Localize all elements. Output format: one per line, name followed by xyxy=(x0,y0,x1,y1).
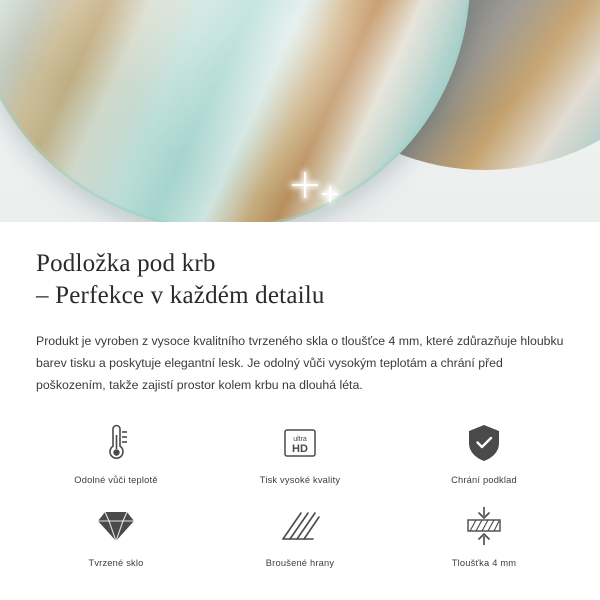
feature-print-quality xyxy=(208,420,392,485)
svg-text:ultra: ultra xyxy=(293,436,307,443)
feature-thickness xyxy=(392,503,576,568)
feature-label: Tloušťka 4 mm xyxy=(451,558,517,568)
feature-surface-protection xyxy=(392,420,576,485)
feature-label: Tisk vysoké kvality xyxy=(259,475,341,485)
hero-image xyxy=(0,0,600,222)
feature-label: Odolné vůči teplotě xyxy=(74,475,158,485)
feature-temperature-resistant xyxy=(24,420,208,485)
thickness-icon xyxy=(462,503,506,549)
feature-tempered-glass xyxy=(24,503,208,568)
feature-label: Broušené hrany xyxy=(265,558,335,568)
feature-grid xyxy=(0,420,600,568)
page-title-line-2: – Perfekce v každém detailu xyxy=(36,282,325,309)
thermometer-icon xyxy=(99,420,133,466)
product-description: Produkt je vyroben z vysoce kvalitního tvrzeného skla o tloušťce 4 mm, které zdůrazňuje hloubku barev tisku a poskytuje elegantní lesk. Je odolný vůči vysokým teplotám a chrání před poškozením, takže zajistí prostor kolem krbu na dlouhá léta. xyxy=(36,334,564,392)
ultra-hd-icon xyxy=(280,420,320,466)
shield-check-icon xyxy=(465,420,503,466)
page-title-line-1: Podložka pod krb xyxy=(36,250,216,277)
feature-label: Tvrzené sklo xyxy=(88,558,144,568)
svg-text:HD: HD xyxy=(292,443,308,455)
polished-edges-icon xyxy=(279,503,321,549)
feature-polished-edges xyxy=(208,503,392,568)
diamond-icon xyxy=(96,503,136,549)
content-block xyxy=(0,222,600,396)
page-title xyxy=(36,248,564,312)
feature-label: Chrání podklad xyxy=(451,475,517,485)
